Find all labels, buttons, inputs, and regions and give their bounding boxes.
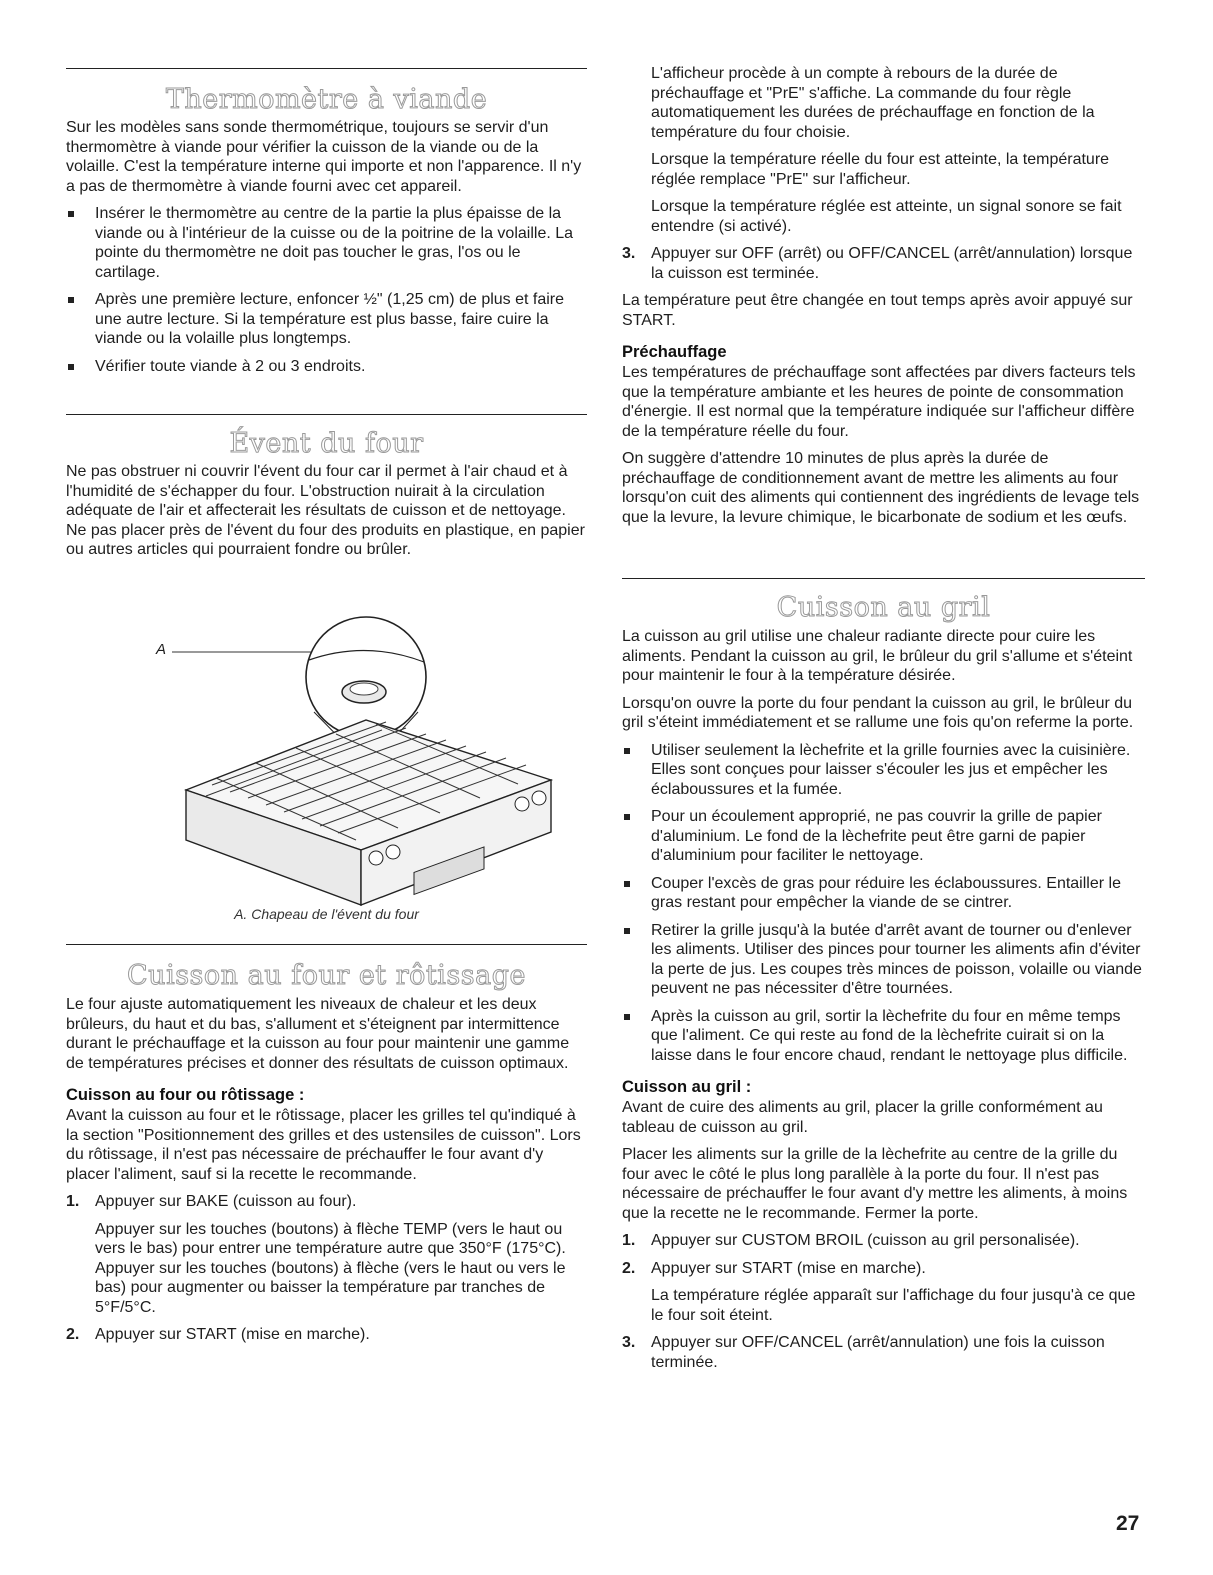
figure-caption: A. Chapeau de l'évent du four <box>234 906 419 922</box>
bullet-icon <box>624 1014 630 1020</box>
list-item-text: Après la cuisson au gril, sortir la lèchefrite du four en même temps que l'aliment. Ce qui reste au fond de la lèchefrite cuirait si on la laisse dans le four encore chaud, rendant le nettoyage plus difficile. <box>651 1007 1128 1064</box>
step-text: Appuyer sur START (mise en marche). <box>651 1259 926 1277</box>
figure-label: A <box>156 641 167 658</box>
step-text: Appuyer sur START (mise en marche). <box>95 1326 370 1343</box>
gril-step-2 <box>622 1259 1145 1326</box>
list-item <box>622 741 1145 800</box>
magnifier-circle <box>306 617 426 737</box>
gril-text: Lorsqu'on ouvre la porte du four pendant la cuisson au gril, le brûleur du gril s'éteint immédiatement et se rallume une fois qu'on referme la porte. <box>622 694 1134 731</box>
cuisson-four-intro: Le four ajuste automatiquement les niveaux de chaleur et les deux brûleurs, du haut et du bas, s'allument et s'éteignent par intermittence durant le préchauffage et la cuisson au four pour maintenir une gamme de températures précises et donner des résultats de cuisson optimaux. <box>66 996 570 1072</box>
step-1 <box>66 1192 587 1317</box>
section-divider <box>66 944 587 945</box>
page-number: 27 <box>1116 1512 1140 1535</box>
cuisson-four-subtext: Avant la cuisson au four et le rôtissage, placer les grilles tel qu'indiqué à la section "Positionnement des grilles et des ustensiles de cuisson". Lors du rôtissage, il n'est pas nécessaire de préchauffer le four avant d'y placer l'aliment, sauf si la recette le recommande. <box>66 1107 581 1183</box>
section-divider <box>622 578 1145 579</box>
bullet-icon <box>624 928 630 934</box>
bullet-icon <box>68 297 74 303</box>
step-text: Appuyer sur OFF (arrêt) ou OFF/CANCEL (arrêt/annulation) lorsque la cuisson est terminée. <box>651 245 1133 282</box>
thermometre-section <box>66 118 587 384</box>
event-section <box>66 462 587 568</box>
thermometre-intro: Sur les modèles sans sonde thermométrique, toujours se servir d'un thermomètre à viande pour vérifier la cuisson de la viande ou de la volaille. C'est la température interne qui importe et non l'apparence. Il n'y a pas de thermomètre à viande fourni avec cet appareil. <box>66 119 582 195</box>
prechauffage-text: On suggère d'attendre 10 minutes de plus après la durée de préchauffage de conditionnement avant de mettre les aliments au four lorsqu'on cuit des aliments qui contiennent des ingrédients de levage tels que la levure, la levure chimique, le bicarbonate de sodium et les œufs. <box>622 450 1140 526</box>
list-item-text: Insérer le thermomètre au centre de la partie la plus épaisse de la viande ou à l'intérieur de la cuisse ou de la poitrine de la volaille. La pointe du thermomètre ne doit pas toucher le gras, l'os ou le cartilage. <box>95 205 574 281</box>
knob-icon <box>386 845 400 859</box>
prechauffage-text: Les températures de préchauffage sont affectées par divers facteurs tels que la température ambiante et les heures de pointe de consommation d'énergie. Il est normal que la température indiquée sur l'afficheur diffère de la température réelle du four. <box>622 364 1136 440</box>
bullet-icon <box>624 881 630 887</box>
oven-vent-illustration <box>146 600 586 910</box>
step-text: Lorsque la température réelle du four est atteinte, la température réglée remplace "PrE" sur l'afficheur. <box>651 151 1110 188</box>
gril-subtext: Placer les aliments sur la grille de la lèchefrite au centre de la grille du four avec le côté le plus long parallèle à la porte du four. Il n'est pas nécessaire de préchauffer le four avant d'y mettre les aliments, à moins que la recette ne le recommande. Fermer la porte. <box>622 1146 1128 1222</box>
after-text: La température peut être changée en tout temps après avoir appuyé sur START. <box>622 292 1133 329</box>
event-text: Ne pas obstruer ni couvrir l'évent du four car il permet à l'air chaud et à l'humidité de s'échapper du four. L'obstruction nuirait à la circulation adéquate de l'air et affecterait les résultats de cuisson et de nettoyage. Ne pas placer près de l'évent du four des produits en plastique, en papier ou autres articles qui pourraient fondre ou brûler. <box>66 463 585 558</box>
bullet-icon <box>68 211 74 217</box>
gril-step-1 <box>622 1231 1145 1251</box>
section-title-event: Évent du four <box>229 428 424 459</box>
step-2-continued <box>622 64 1145 236</box>
bullet-icon <box>624 748 630 754</box>
list-item-text: Après une première lecture, enfoncer ½" (1,25 cm) de plus et faire une autre lecture. Si la température est plus basse, faire cuire la viande ou la volaille plus longtemps. <box>95 291 565 347</box>
step-text: Appuyer sur les touches (boutons) à flèche TEMP (vers le haut ou vers le bas) pour entrer une température autre que 350°F (175°C). Appuyer sur les touches (boutons) à flèche (vers le haut ou vers le bas) pour augmenter ou baisser la température par tranches de 5°F/5°C. <box>95 1220 566 1316</box>
knob-icon <box>532 791 546 805</box>
list-item <box>622 807 1145 866</box>
step-number: 1. <box>66 1193 80 1210</box>
list-item <box>622 1007 1145 1066</box>
step-number: 2. <box>66 1326 80 1343</box>
step-number: 3. <box>622 1334 636 1351</box>
knob-icon <box>369 851 383 865</box>
list-item <box>66 357 587 377</box>
gril-subheading: Cuisson au gril : <box>622 1078 752 1096</box>
prechauffage-heading: Préchauffage <box>622 343 727 361</box>
gril-subtext: Avant de cuire des aliments au gril, placer la grille conformément au tableau de cuisson au gril. <box>622 1099 1103 1136</box>
cuisson-four-continued <box>622 64 1145 535</box>
step-text: La température réglée apparaît sur l'affichage du four jusqu'à ce que le four soit éteint. <box>651 1287 1136 1324</box>
step-number: 2. <box>622 1259 636 1277</box>
gril-step-3 <box>622 1333 1145 1372</box>
list-item-text: Utiliser seulement la lèchefrite et la grille fournies avec la cuisinière. Elles sont conçues pour laisser s'écouler les jus et empêcher les éclaboussures et la fumée. <box>651 741 1131 798</box>
step-3 <box>622 244 1145 283</box>
step-text: Appuyer sur BAKE (cuisson au four). <box>95 1193 357 1210</box>
bullet-icon <box>624 814 630 820</box>
cuisson-four-subheading: Cuisson au four ou rôtissage : <box>66 1086 305 1104</box>
list-item-text: Couper l'excès de gras pour réduire les éclaboussures. Entailler le gras restant pour empêcher la viande de se cintrer. <box>651 874 1121 911</box>
bullet-icon <box>68 364 74 370</box>
list-item-text: Retirer la grille jusqu'à la butée d'arrêt avant de tourner ou d'enlever les aliments. Utiliser des pinces pour tourner les aliments afin d'éviter la perte de jus. Les coupes très minces de poisson, volaille ou viande peuvent ne pas nécessiter d'être tournées. <box>651 921 1142 997</box>
thermometre-bullets <box>66 204 587 376</box>
section-divider <box>66 414 587 415</box>
gril-text: La cuisson au gril utilise une chaleur radiante directe pour cuire les aliments. Pendant la cuisson au gril, le brûleur du gril s'allume et s'éteint pour maintenir le four à la température désirée. <box>622 628 1133 684</box>
section-title-thermometre: Thermomètre à viande <box>165 84 488 115</box>
step-text: L'afficheur procède à un compte à rebours de la durée de préchauffage et "PrE" s'affiche. La commande du four règle automatiquement les durées de préchauffage en fonction de la température du four choisie. <box>651 65 1095 141</box>
section-divider <box>66 68 587 69</box>
list-item <box>66 290 587 349</box>
list-item-text: Vérifier toute viande à 2 ou 3 endroits. <box>95 357 366 375</box>
step-number: 1. <box>622 1232 636 1249</box>
gril-section <box>622 627 1145 1380</box>
cuisson-four-section <box>66 995 587 1353</box>
list-item-text: Pour un écoulement approprié, ne pas couvrir la grille de papier d'aluminium. Le fond de la lèchefrite peut être garni de papier d'aluminium pour faciliter le nettoyage. <box>651 808 1102 864</box>
knob-icon <box>515 797 529 811</box>
step-text: Appuyer sur CUSTOM BROIL (cuisson au gril personalisée). <box>651 1232 1080 1249</box>
step-number: 3. <box>622 245 636 262</box>
list-item <box>66 204 587 282</box>
list-item <box>622 874 1145 913</box>
section-title-gril: Cuisson au gril <box>776 592 991 623</box>
gril-bullets <box>622 741 1145 1066</box>
step-text: Lorsque la température réglée est atteinte, un signal sonore se fait entendre (si activé). <box>651 198 1122 235</box>
step-2 <box>66 1325 587 1345</box>
step-text: Appuyer sur OFF/CANCEL (arrêt/annulation) une fois la cuisson terminée. <box>651 1334 1105 1371</box>
section-title-cuisson-four: Cuisson au four et rôtissage <box>127 960 526 991</box>
list-item <box>622 921 1145 999</box>
